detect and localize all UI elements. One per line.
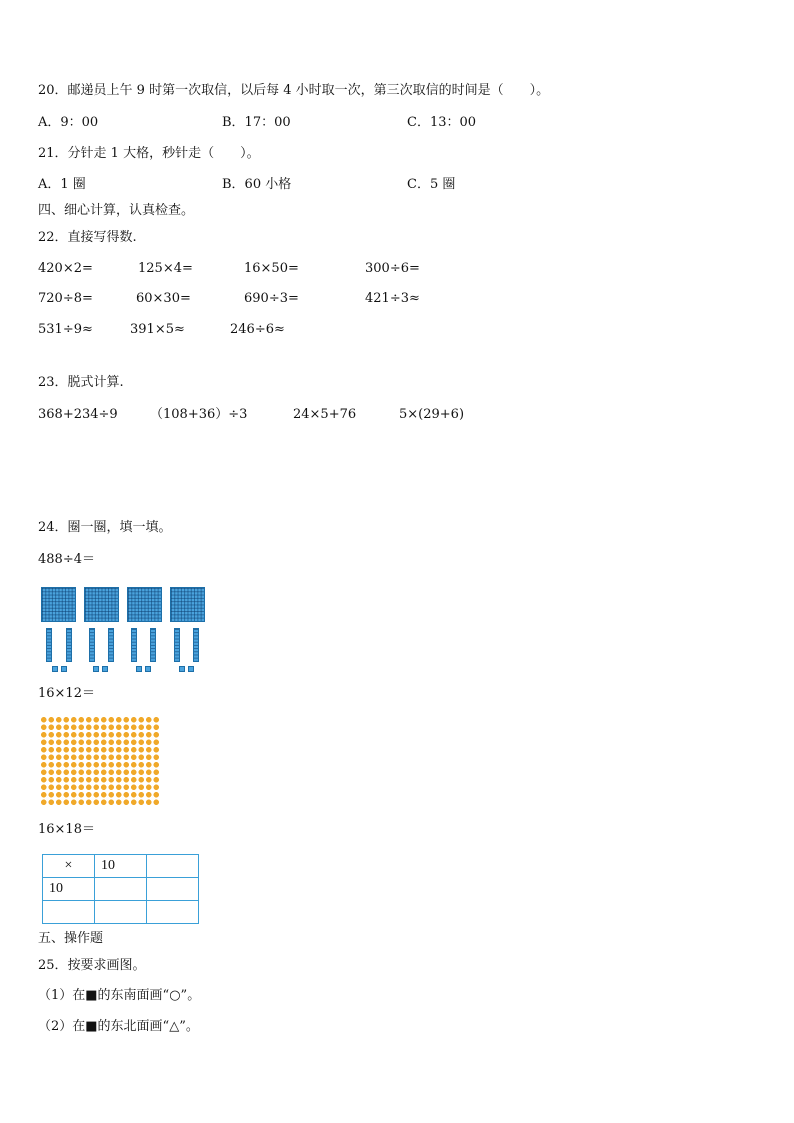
ten-rod <box>174 628 180 662</box>
calc-item: 125×4= <box>138 261 193 276</box>
unit-cube <box>179 666 185 672</box>
q21-option-c: C．5 圈 <box>407 177 456 192</box>
calc-item: 391×5≈ <box>130 322 185 337</box>
unit-cube <box>102 666 108 672</box>
expression-item: 5×(29+6) <box>399 407 465 422</box>
unit-cube <box>145 666 151 672</box>
dot-array-picture <box>40 716 160 806</box>
table-cell <box>147 901 199 924</box>
section-4-heading: 四、细心计算，认真检查。 <box>38 203 195 218</box>
question-20-stem: 20．邮递员上午 9 时第一次取信，以后每 4 小时取一次，第三次取信的时间是（ ）。 <box>38 83 550 98</box>
calc-item: 16×50= <box>244 261 299 276</box>
unit-cube <box>52 666 58 672</box>
question-24-stem: 24．圈一圈，填一填。 <box>38 520 172 535</box>
q25-part-2: （2）在■的东北面画“△”。 <box>38 1019 199 1034</box>
calc-item: 246÷6≈ <box>230 322 285 337</box>
calc-item: 300÷6= <box>365 261 420 276</box>
q21-option-a: A．1 圈 <box>38 177 86 192</box>
calc-item: 60×30= <box>136 291 191 306</box>
calc-item: 421÷3≈ <box>365 291 420 306</box>
unit-cube <box>136 666 142 672</box>
expression-16-times-12: 16×12＝ <box>38 686 95 701</box>
section-5-heading: 五、操作题 <box>38 931 104 946</box>
calc-item: 720÷8= <box>38 291 93 306</box>
table-cell <box>95 878 147 901</box>
calc-item: 690÷3= <box>244 291 299 306</box>
ten-rod <box>108 628 114 662</box>
table-cell: 10 <box>43 878 95 901</box>
ten-rod <box>66 628 72 662</box>
ten-rod <box>46 628 52 662</box>
expression-item: 368+234÷9 <box>38 407 118 422</box>
question-21-stem: 21．分针走 1 大格，秒针走（ ）。 <box>38 146 260 161</box>
ten-rod <box>193 628 199 662</box>
question-25-stem: 25．按要求画图。 <box>38 958 146 973</box>
question-23-stem: 23．脱式计算. <box>38 375 124 390</box>
q20-option-a: A．9：00 <box>38 115 99 130</box>
table-cell <box>147 878 199 901</box>
q20-option-b: B．17：00 <box>222 115 291 130</box>
hundred-block <box>84 587 119 622</box>
hundred-block <box>170 587 205 622</box>
unit-cube <box>61 666 67 672</box>
calc-item: 420×2= <box>38 261 93 276</box>
table-cell <box>147 855 199 878</box>
expression-item: （108+36）÷3 <box>150 407 248 422</box>
table-cell <box>95 901 147 924</box>
q21-option-b: B．60 小格 <box>222 177 292 192</box>
calc-item: 531÷9≈ <box>38 322 93 337</box>
table-cell: × <box>43 855 95 878</box>
q25-part-1: （1）在■的东南面画“○”。 <box>38 988 201 1003</box>
expression-16-times-18: 16×18＝ <box>38 822 95 837</box>
ten-rod <box>89 628 95 662</box>
expression-488-div-4: 488÷4＝ <box>38 552 95 567</box>
expression-item: 24×5+76 <box>293 407 357 422</box>
ten-rod <box>131 628 137 662</box>
table-cell <box>43 901 95 924</box>
unit-cube <box>188 666 194 672</box>
ten-rod <box>150 628 156 662</box>
unit-cube <box>93 666 99 672</box>
multiplication-table <box>42 854 199 924</box>
hundred-block <box>127 587 162 622</box>
table-cell: 10 <box>95 855 147 878</box>
question-22-stem: 22．直接写得数. <box>38 230 137 245</box>
hundred-block <box>41 587 76 622</box>
q20-option-c: C．13：00 <box>407 115 477 130</box>
